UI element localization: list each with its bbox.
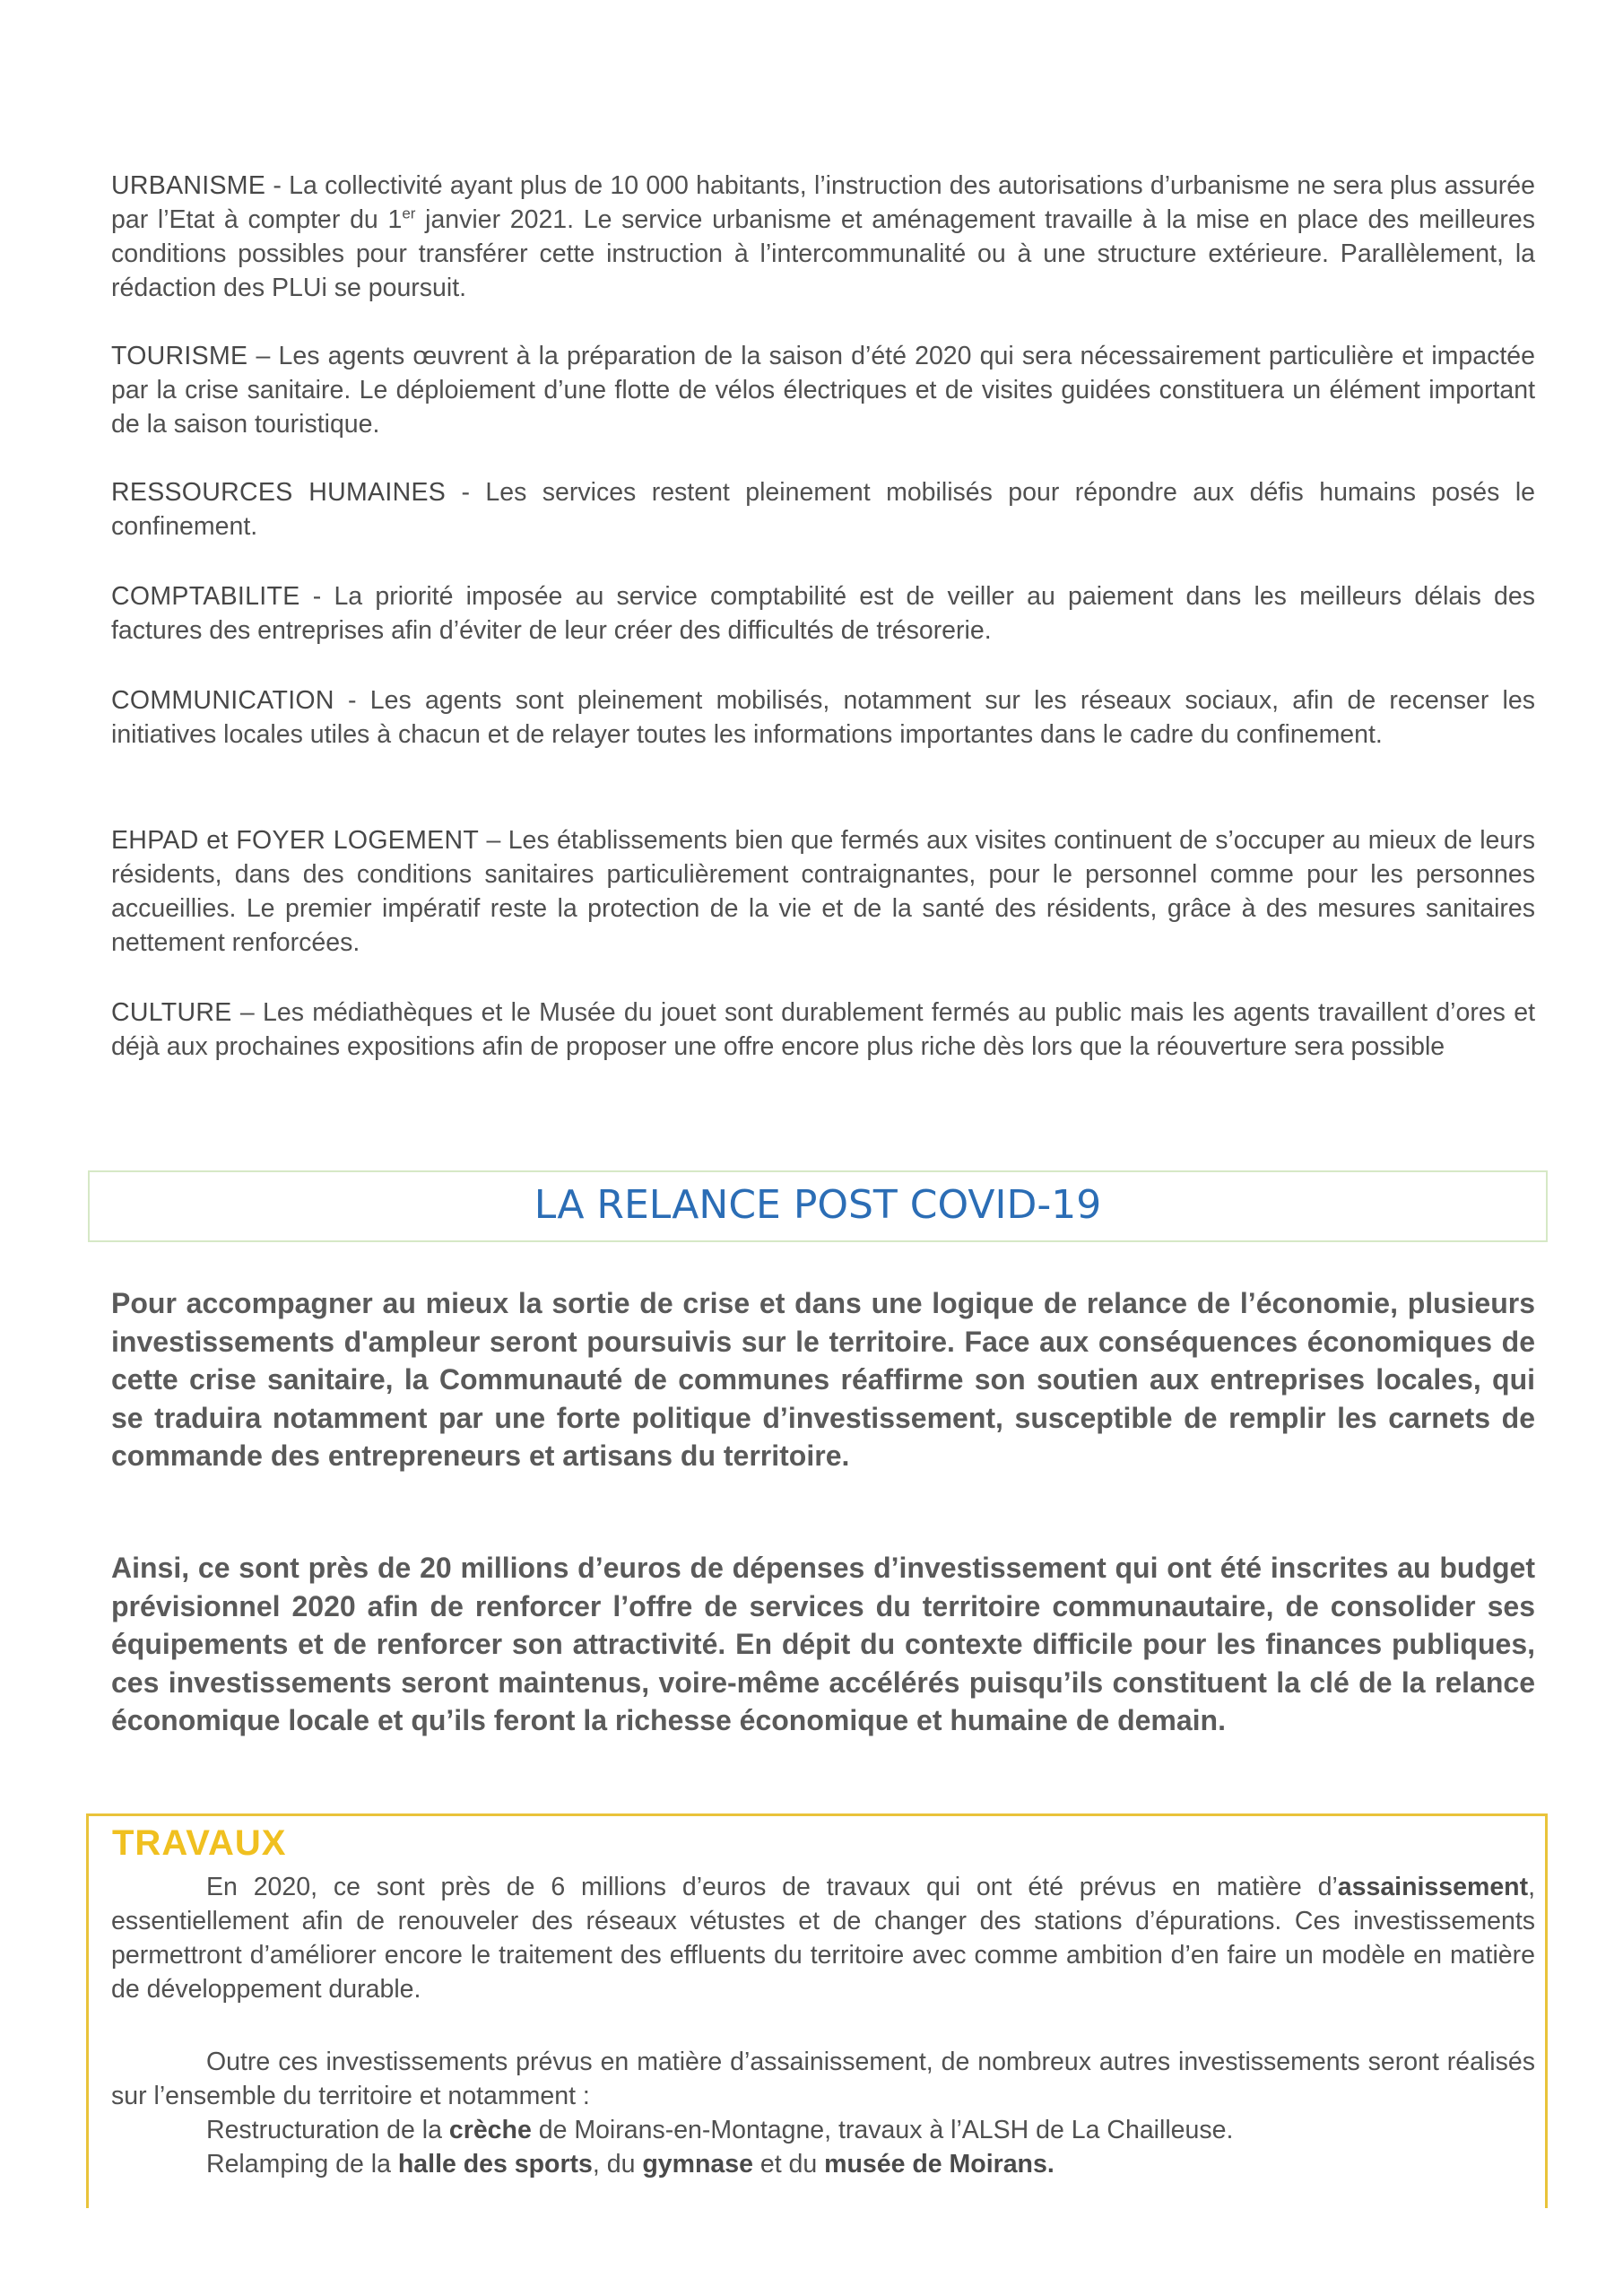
travaux-title: TRAVAUX (112, 1823, 287, 1863)
list-bold-term: musée de Moirans. (824, 2150, 1055, 2179)
section-text: – Les agents œuvrent à la préparation de la saison d’été 2020 qui sera nécessairement particulière et impactée par la crise sanitaire. Le déploiement d’une flotte de vélos électriques et de visites guidées constituera un élément important de la saison touristique. (111, 342, 1535, 439)
section-communication (111, 683, 1535, 752)
travaux-list-item (206, 2113, 1233, 2147)
section-heading: COMPTABILITE (111, 582, 300, 611)
list-text: de Moirans-en-Montagne, travaux à l’ALSH de La Chailleuse. (531, 2116, 1234, 2144)
list-bold-term: gymnase (642, 2150, 753, 2179)
section-heading: RESSOURCES HUMAINES (111, 478, 447, 507)
section-heading: COMMUNICATION (111, 686, 334, 715)
travaux-bold-term: assainissement (1337, 1873, 1529, 1901)
section-text: - Les agents sont pleinement mobilisés, notamment sur les réseaux sociaux, afin de recenser les initiatives locales utiles à chacun et de relayer toutes les informations importantes dans le cadre du confinement. (111, 686, 1535, 749)
travaux-paragraph-2 (111, 2045, 1535, 2113)
relance-title-box (88, 1170, 1548, 1242)
section-heading: URBANISME (111, 171, 266, 200)
travaux-text: En 2020, ce sont près de 6 millions d’euros de travaux qui ont été prévus en matière d’ (206, 1873, 1338, 1901)
list-text: Restructuration de la (206, 2116, 449, 2144)
section-ressources-humaines (111, 475, 1535, 544)
travaux-paragraph-1 (111, 1870, 1535, 2006)
list-text: , du (592, 2150, 643, 2179)
section-heading: CULTURE (111, 998, 232, 1027)
section-text: - La collectivité ayant plus de 10 000 habitants, l’instruction des autorisations d’urbanisme ne sera plus assurée par l’Etat à compter du 1 (111, 171, 1535, 234)
section-text: – Les médiathèques et le Musée du jouet sont durablement fermés au public mais les agents travaillent d’ores et déjà aux prochaines expositions afin de proposer une offre encore plus riche dès lors que la réouverture sera possible (111, 998, 1535, 1061)
superscript: er (402, 204, 416, 222)
list-text: et du (752, 2150, 825, 2179)
section-ehpad (111, 823, 1535, 960)
relance-paragraph-2: Ainsi, ce sont près de 20 millions d’euros de dépenses d’investissement qui ont été inscrites au budget prévisionnel 2020 afin de renforcer l’offre de services du territoire communautaire, de consolider ses équipements et de renforcer son attractivité. En dépit du contexte difficile pour les finances publiques, ces investissements seront maintenus, voire-même accélérés puisqu’ils constituent la clé de la relance économique locale et qu’ils feront la richesse économique et humaine de demain. (111, 1552, 1535, 1736)
section-urbanisme (111, 169, 1535, 305)
list-text: Relamping de la (206, 2150, 398, 2179)
list-bold-term: halle des sports (397, 2150, 593, 2179)
travaux-list-item (206, 2147, 1055, 2181)
section-text: - La priorité imposée au service comptabilité est de veiller au paiement dans les meilleurs délais des factures des entreprises afin d’éviter de leur créer des difficultés de trésorerie. (111, 582, 1535, 645)
section-text: – Les établissements bien que fermés aux visites continuent de s’occuper au mieux de leurs résidents, dans des conditions sanitaires particulièrement contraignantes, pour le personnel comme pour les personnes accueillies. Le premier impératif reste la protection de la vie et de la santé des résidents, grâce à des mesures sanitaires nettement renforcées. (111, 826, 1535, 957)
section-heading: EHPAD et FOYER LOGEMENT (111, 826, 480, 855)
section-comptabilite (111, 579, 1535, 648)
section-culture (111, 996, 1535, 1064)
section-text: janvier 2021. Le service urbanisme et aménagement travaille à la mise en place des meilleures conditions possibles pour transférer cette instruction à l’intercommunalité ou à une structure extérieure. Parallèlement, la rédaction des PLUi se poursuit. (111, 205, 1535, 302)
travaux-text: , essentiellement afin de renouveler des réseaux vétustes et de changer des stations d’épurations. Ces investissements permettront d’améliorer encore le traitement des effluents du territoire avec comme ambition d’en faire un modèle en matière de développement durable. (111, 1873, 1535, 2004)
relance-title: LA RELANCE POST COVID-19 (534, 1182, 1102, 1228)
section-heading: TOURISME (111, 342, 248, 370)
section-text: - Les services restent pleinement mobilisés pour répondre aux défis humains posés le confinement. (111, 478, 1535, 541)
travaux-text: Outre ces investissements prévus en matière d’assainissement, de nombreux autres investissements seront réalisés sur l’ensemble du territoire et notamment : (111, 2048, 1535, 2110)
relance-paragraph-1: Pour accompagner au mieux la sortie de crise et dans une logique de relance de l’économie, plusieurs investissements d'ampleur seront poursuivis sur le territoire. Face aux conséquences économiques de cette crise sanitaire, la Communauté de communes réaffirme son soutien aux entreprises locales, qui se traduira notamment par une forte politique d’investissement, susceptible de remplir les carnets de commande des entrepreneurs et artisans du territoire. (111, 1287, 1535, 1472)
list-bold-term: crèche (448, 2116, 532, 2144)
section-tourisme (111, 339, 1535, 441)
